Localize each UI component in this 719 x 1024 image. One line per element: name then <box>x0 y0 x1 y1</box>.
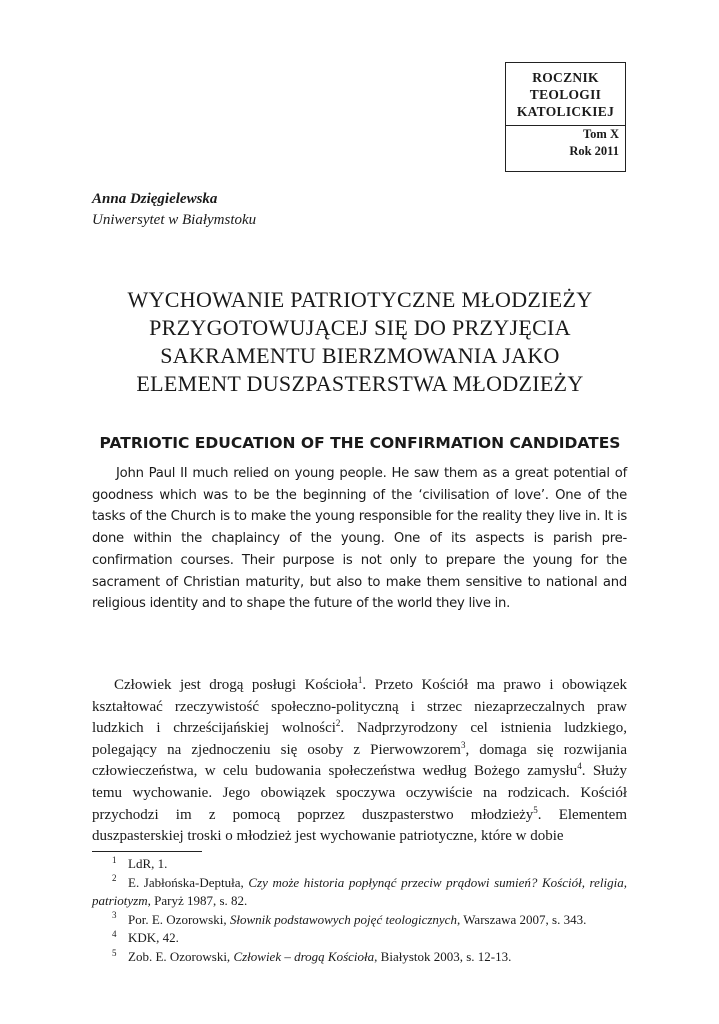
footnote: 4 KDK, 42. <box>112 929 179 946</box>
journal-name-line: KATOLICKIEJ <box>516 104 615 119</box>
footnote-text: KDK, 42. <box>128 930 179 946</box>
footnote-ref: 2 <box>335 718 341 729</box>
footnote-divider <box>92 851 202 852</box>
journal-volume: Tom X <box>582 127 619 141</box>
english-title: PATRIOTIC EDUCATION OF THE CONFIRMATION CANDIDATES <box>99 434 621 452</box>
journal-name-line: TEOLOGII <box>529 87 602 102</box>
footnote-text: Zob. E. Ozorowski, <box>128 948 234 964</box>
journal-name-line: ROCZNIK <box>532 70 599 85</box>
footnote-text: Por. E. Ozorowski, <box>128 911 230 927</box>
footnote-italic: Czy może historia popłynąć przeciw prądowi sumień? Kościół, religia, patriotyzm, <box>92 874 627 909</box>
footnote-italic: Człowiek – drogą Kościoła <box>233 948 375 964</box>
footnote-ref: 4 <box>577 761 582 772</box>
footnote-text: , Białystok 2003, s. 12-13. <box>374 948 512 964</box>
journal-name <box>506 69 625 120</box>
body-paragraph <box>92 675 627 848</box>
footnote-ref: 1 <box>357 675 363 685</box>
body-text-segment: . Przeto Kościół ma prawo i obowiązek kształtować rzeczywistość społeczno-polityczną i strzec niezaprzeczalnych praw ludzkich i chrześcijańskiej wolności <box>92 677 627 737</box>
footnote: 3 Por. E. Ozorowski, Słownik podstawowych pojęć teologicznych, Warszawa 2007, s. 343. <box>112 910 587 927</box>
journal-header-box <box>505 62 626 172</box>
footnote: 5 Zob. E. Ozorowski, Człowiek – drogą Kościoła, Białystok 2003, s. 12-13. <box>112 947 512 964</box>
body-text-segment: . Nadprzyrodzony cel istnienia ludzkiego, polegający na zjednoczeniu się osoby z Pierwowzorem <box>92 720 627 758</box>
body-text-segment: . Elementem duszpasterskiej troski o młodzież jest wychowanie patriotyczne, które w dobie <box>92 806 627 845</box>
footnote-text: LdR, 1. <box>128 856 168 871</box>
journal-year: Rok 2011 <box>569 144 619 158</box>
footnote: 2 E. Jabłońska-Deptuła, Czy może historia popłynąć przeciw prądowi sumień? Kościół, religia, patriotyzm, Paryż 1987, s. 82. <box>92 873 627 909</box>
footnote-text: E. Jabłońska-Deptuła, <box>128 874 249 890</box>
footnote-ref: 5 <box>533 804 538 815</box>
title-line: WYCHOWANIE PATRIOTYCZNE MŁODZIEŻY <box>127 287 593 312</box>
title-line: ELEMENT DUSZPASTERSTWA MŁODZIEŻY <box>136 371 584 396</box>
author-block <box>92 189 256 231</box>
footnote-text: , Warszawa 2007, s. 343. <box>456 911 587 927</box>
body-text-segment: , domaga się rozwijania człowieczeństwa, w celu budowania społeczeństwa według Bożego zamysłu <box>92 741 627 780</box>
english-abstract: John Paul II much relied on young people. He saw them as a great potential of goodness which was to be the beginning of the ‘civilisation of love’. One of the tasks of the Church is to make the young responsible for the reality they live in. It is done within the chaplaincy of the young. One of its aspects is parish pre-confirmation courses. Their purpose is not only to prepare the young for the sacrament of Christian maturity, but also to make them sensitive to national and religious identity and to shape the future of the world they live in. <box>92 466 627 612</box>
author-affiliation: Uniwersytet w Białymstoku <box>92 212 257 228</box>
title-line: SAKRAMENTU BIERZMOWANIA JAKO <box>160 343 560 368</box>
footnote-ref: 3 <box>460 739 466 750</box>
body-text-segment: Człowiek jest drogą posługi Kościoła <box>114 677 358 693</box>
footnote-text: Paryż 1987, s. 82. <box>150 893 248 909</box>
article-title <box>60 286 660 398</box>
footnotes <box>92 855 627 967</box>
title-line: PRZYGOTOWUJĄCEJ SIĘ DO PRZYJĘCIA <box>149 315 571 340</box>
footnote: 1 LdR, 1. <box>112 854 168 871</box>
author-name: Anna Dzięgielewska <box>92 191 218 207</box>
body-text-segment: . Służy temu wychowanie. Jego obowiązek spoczywa oczywiście na rodzicach. Kościół przychodzi im z pomocą poprzez duszpasterstwo młodzieży <box>92 763 627 823</box>
footnote-italic: Słownik podstawowych pojęć teologicznych <box>229 911 457 927</box>
